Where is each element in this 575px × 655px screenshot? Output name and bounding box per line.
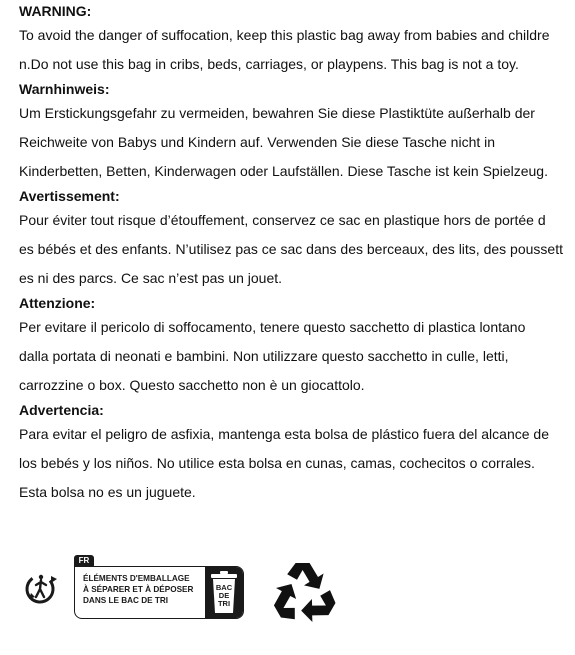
body-line: dalla portata di neonati e bambini. Non utilizzare questo sacchetto in culle, letti, — [19, 348, 509, 364]
sorting-info-label — [74, 555, 244, 619]
body-line: Kinderbetten, Betten, Kinderwagen oder Laufställen. Diese Tasche ist kein Spielzeug. — [19, 163, 548, 179]
bin-line: TRI — [217, 599, 231, 608]
body-line: es ni des parcs. Ce sac n’est pas un jouet. — [19, 270, 283, 286]
body-line: Um Erstickungsgefahr zu vermeiden, bewahren Sie diese Plastiktüte außerhalb der — [19, 105, 535, 121]
sorting-info-panel — [74, 566, 244, 619]
body-line: los bebés y los niños. No utilice esta bolsa en cunas, camas, cochecitos o corrales. — [19, 455, 535, 471]
section-attenzione — [19, 293, 571, 400]
sorting-info-line: À SÉPARER ET À DÉPOSER — [83, 585, 194, 594]
section-warnhinweis — [19, 79, 571, 186]
country-tab: FR — [74, 555, 94, 567]
section-warning — [19, 0, 571, 79]
body-line: Para evitar el peligro de asfixia, mantenga esta bolsa de plástico fuera del alcance de — [19, 426, 549, 442]
sorting-bin-block — [205, 567, 243, 618]
triman-icon — [24, 567, 60, 609]
body-line: carrozzine o box. Questo sacchetto non è un giocattolo. — [19, 377, 365, 393]
body-line: es bébés et des enfants. N’utilisez pas ce sac dans des berceaux, des lits, des poussett — [19, 241, 563, 257]
body-line: Per evitare il pericolo di soffocamento, tenere questo sacchetto di plastica lontano — [19, 319, 526, 335]
section-heading: Advertencia: — [19, 402, 104, 418]
section-heading: Attenzione: — [19, 295, 96, 311]
sorting-info-line: ÉLÉMENTS D'EMBALLAGE — [83, 574, 190, 583]
bin-line: DE — [218, 591, 230, 600]
section-avertissement — [19, 186, 571, 293]
section-advertencia — [19, 400, 571, 507]
body-line: Reichweite von Babys und Kindern auf. Verwenden Sie diese Tasche nicht in — [19, 134, 496, 150]
section-heading: Warnhinweis: — [19, 81, 110, 97]
body-line: Esta bolsa no es un juguete. — [19, 484, 196, 500]
sorting-info-text — [83, 573, 201, 606]
body-line: To avoid the danger of suffocation, keep this plastic bag away from babies and childre — [19, 27, 550, 43]
recycling-icon — [269, 555, 339, 627]
recycling-logos — [24, 555, 354, 635]
sorting-bin-icon — [205, 567, 243, 618]
body-line: Pour éviter tout risque d’étouffement, conservez ce sac en plastique hors de portée d — [19, 212, 546, 228]
section-heading: WARNING: — [19, 3, 92, 19]
warning-document — [19, 0, 571, 507]
body-line: n.Do not use this bag in cribs, beds, carriages, or playpens. This bag is not a toy. — [19, 56, 519, 72]
bin-line: BAC — [215, 583, 233, 592]
sorting-info-line: DANS LE BAC DE TRI — [83, 596, 169, 605]
section-heading: Avertissement: — [19, 188, 120, 204]
